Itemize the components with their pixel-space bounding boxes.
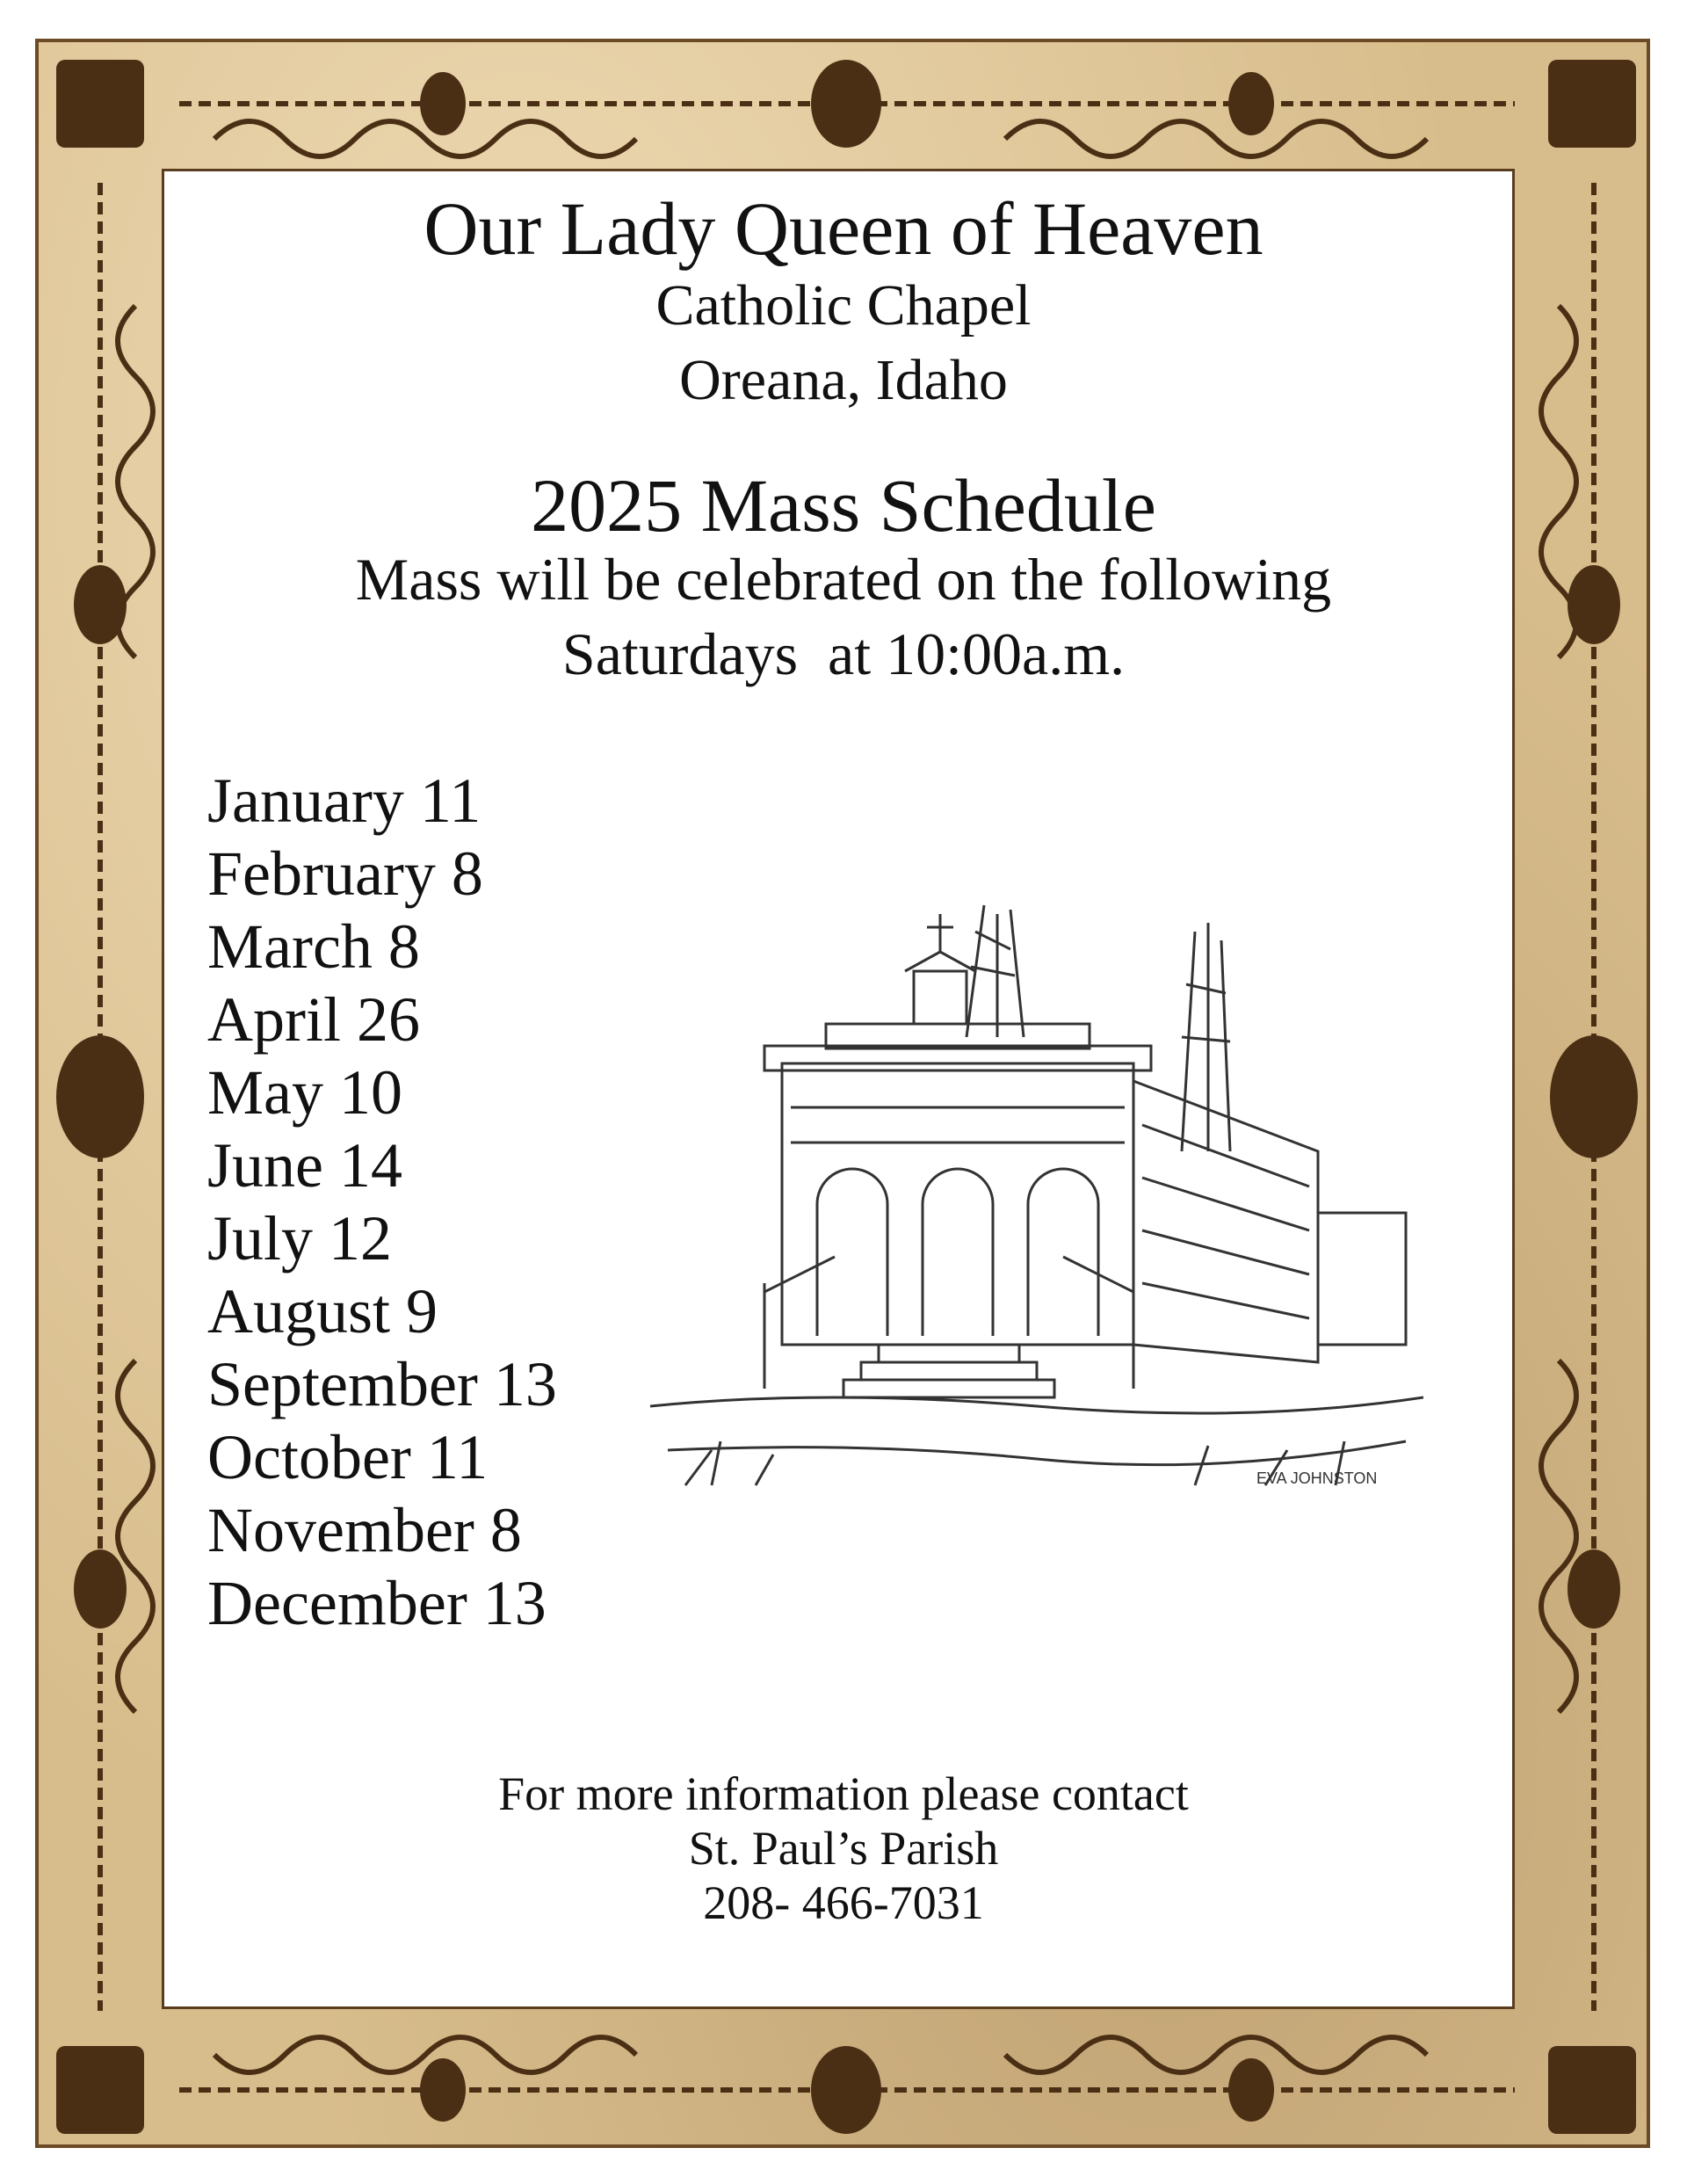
schedule-heading: 2025 Mass Schedule — [531, 463, 1156, 548]
chapel-subtitle: Catholic Chapel — [655, 273, 1032, 337]
mass-date: August 9 — [207, 1276, 438, 1346]
artist-signature: EVA JOHNSTON — [1256, 1469, 1378, 1487]
parish-name: St. Paul’s Parish — [688, 1822, 999, 1875]
phone-number: 208- 466-7031 — [703, 1876, 984, 1929]
mass-date: June 14 — [207, 1130, 402, 1201]
mass-date: January 11 — [207, 765, 481, 836]
mass-date-list — [207, 765, 557, 1640]
mass-date: July 12 — [207, 1203, 393, 1273]
schedule-intro-line2: Saturdays at 10:00a.m. — [561, 620, 1126, 687]
schedule-intro-line1: Mass will be celebrated on the following — [355, 546, 1332, 613]
mass-date: December 13 — [207, 1568, 547, 1638]
mass-date: October 11 — [207, 1422, 489, 1492]
mass-date: May 10 — [207, 1057, 402, 1128]
mass-date: September 13 — [207, 1349, 557, 1419]
mass-date: November 8 — [207, 1495, 522, 1565]
contact-line: For more information please contact — [498, 1767, 1189, 1820]
mass-date: February 8 — [207, 838, 483, 909]
mass-date: April 26 — [207, 984, 420, 1055]
location: Oreana, Idaho — [679, 348, 1008, 412]
mass-date: March 8 — [207, 911, 420, 982]
chapel-drawing — [650, 879, 1423, 1494]
page-title: Our Lady Queen of Heaven — [424, 186, 1263, 271]
